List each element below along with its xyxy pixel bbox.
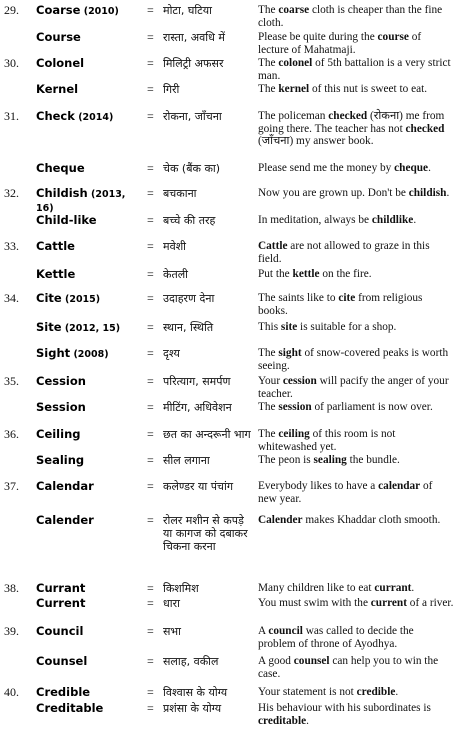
- example-sentence: The session of parliament is now over.: [258, 401, 433, 413]
- equals-sign: =: [147, 654, 154, 668]
- hindi-meaning: रास्ता, अवधि में: [163, 31, 225, 44]
- entry-word: Check (2014): [36, 109, 114, 123]
- entry-year: (2014): [74, 112, 114, 123]
- hindi-meaning: छत का अन्दरूनी भाग: [163, 428, 251, 441]
- equals-sign: =: [147, 624, 154, 638]
- hindi-meaning: रोकना, जाँचना: [163, 110, 222, 123]
- entry-word: Course: [36, 30, 81, 44]
- highlighted-word: cession: [282, 375, 317, 387]
- entry-word: Council: [36, 624, 84, 638]
- example-sentence: Many children like to eat currant.: [258, 582, 415, 594]
- example-sentence: Your statement is not credible.: [258, 686, 399, 698]
- entry-word: Child-like: [36, 213, 97, 227]
- entry-number: 34.: [4, 291, 19, 305]
- entry-word: Session: [36, 400, 86, 414]
- hindi-meaning: प्रशंसा के योग्य: [163, 702, 222, 715]
- equals-sign: =: [147, 400, 154, 414]
- example-sentence: Please send me the money by cheque.: [258, 162, 431, 174]
- equals-sign: =: [147, 581, 154, 595]
- equals-sign: =: [147, 161, 154, 175]
- highlighted-word: cite: [338, 292, 356, 304]
- example-sentence: The saints like to cite from religious books.: [258, 292, 423, 317]
- hindi-meaning: उदाहरण देना: [163, 292, 215, 305]
- example-sentence: Please be quite during the course of lecture of Mahatmaji.: [258, 31, 422, 56]
- example-sentence: Your cession will pacify the anger of your teacher.: [258, 375, 449, 400]
- entry-word: Calender: [36, 513, 94, 527]
- hindi-meaning: बचकाना: [163, 187, 197, 200]
- entry-number: 31.: [4, 109, 19, 123]
- highlighted-word: current: [370, 597, 407, 609]
- hindi-meaning: मीटिंग, अधिवेशन: [163, 401, 232, 414]
- hindi-meaning: मवेशी: [163, 240, 187, 253]
- highlighted-word: course: [377, 31, 409, 43]
- equals-sign: =: [147, 427, 154, 441]
- hindi-meaning: मिलिट्री अफसर: [163, 57, 224, 70]
- entry-word: Ceiling: [36, 427, 81, 441]
- entry-number: 32.: [4, 186, 19, 200]
- entry-word: Currant: [36, 581, 86, 595]
- highlighted-word: sight: [278, 347, 302, 359]
- example-sentence: A good counsel can help you to win the case.: [258, 655, 439, 680]
- hindi-meaning: सभा: [163, 625, 182, 638]
- entry-word: Sealing: [36, 453, 85, 467]
- example-sentence: The policeman checked (रोकना) me from going there. The teacher has not checked (जाँचना) my answer book.: [258, 110, 445, 147]
- highlighted-word: counsel: [293, 655, 330, 667]
- example-sentence: Put the kettle on the fire.: [258, 268, 372, 280]
- example-sentence: Calender makes Khaddar cloth smooth.: [258, 514, 441, 526]
- equals-sign: =: [147, 56, 154, 70]
- hindi-meaning: गिरी: [163, 83, 180, 96]
- entry-word: Current: [36, 596, 86, 610]
- highlighted-word: colonel: [278, 57, 313, 69]
- entry-year: (2008): [70, 349, 109, 360]
- example-sentence: Cattle are not allowed to graze in this field.: [258, 240, 430, 265]
- example-sentence: The colonel of 5th battalion is a very strict man.: [258, 57, 451, 82]
- hindi-meaning: रोलर मशीन से कपड़े या कागज को दबाकर चिकना करना: [163, 514, 248, 553]
- example-sentence: The ceiling of this room is not whitewashed yet.: [258, 428, 396, 453]
- example-sentence: You must swim with the current of a river.: [258, 597, 454, 609]
- entry-word: Coarse (2010): [36, 3, 119, 17]
- entry-number: 35.: [4, 374, 19, 388]
- example-sentence: The peon is sealing the bundle.: [258, 454, 400, 466]
- entry-word: Cession: [36, 374, 86, 388]
- hindi-meaning: कलेण्डर या पंचांग: [163, 480, 234, 493]
- hindi-meaning: परित्याग, समर्पण: [163, 375, 231, 388]
- hindi-meaning: विश्वास के योग्य: [163, 686, 228, 699]
- entry-number: 36.: [4, 427, 19, 441]
- highlighted-word: Calender: [258, 514, 303, 526]
- hindi-meaning: स्थान, स्थिति: [163, 321, 214, 334]
- highlighted-word: site: [280, 321, 298, 333]
- entry-word: Cattle: [36, 239, 75, 253]
- equals-sign: =: [147, 513, 154, 527]
- equals-sign: =: [147, 291, 154, 305]
- example-sentence: The kernel of this nut is sweet to eat.: [258, 83, 428, 95]
- highlighted-word: cheque: [394, 162, 429, 174]
- entry-year: (2012, 15): [61, 323, 121, 334]
- highlighted-word: session: [278, 401, 312, 413]
- example-sentence: Now you are grown up. Don't be childish.: [258, 187, 450, 199]
- entry-year: (2013, 16): [36, 189, 126, 214]
- hindi-meaning: केतली: [163, 268, 189, 281]
- example-sentence: In meditation, always be childlike.: [258, 214, 417, 226]
- entry-word: Creditable: [36, 701, 104, 715]
- entry-word: Calendar: [36, 479, 94, 493]
- example-sentence: The sight of snow-covered peaks is worth seeing.: [258, 347, 449, 372]
- entry-word: Sight (2008): [36, 346, 109, 360]
- entry-number: 37.: [4, 479, 19, 493]
- example-sentence: Everybody likes to have a calendar of new year.: [258, 480, 433, 505]
- equals-sign: =: [147, 596, 154, 610]
- highlighted-word: kernel: [278, 83, 310, 95]
- equals-sign: =: [147, 346, 154, 360]
- entry-word: Site (2012, 15): [36, 320, 121, 334]
- highlighted-word: calendar: [378, 480, 421, 492]
- entry-word: Kernel: [36, 82, 79, 96]
- equals-sign: =: [147, 685, 154, 699]
- highlighted-word: childish: [408, 187, 447, 199]
- highlighted-word: credible: [356, 686, 396, 698]
- example-sentence: A council was called to decide the problem of throne of Ayodhya.: [258, 625, 414, 650]
- highlighted-word: council: [268, 625, 303, 637]
- hindi-meaning: सलाह, वकील: [163, 655, 219, 668]
- hindi-meaning: बच्चे की तरह: [163, 214, 216, 227]
- equals-sign: =: [147, 3, 154, 17]
- equals-sign: =: [147, 109, 154, 123]
- highlighted-word: ceiling: [278, 428, 310, 440]
- hindi-meaning: सील लगाना: [163, 454, 210, 467]
- hindi-meaning: दृश्य: [163, 347, 180, 360]
- highlighted-word: Cattle: [258, 240, 288, 252]
- highlighted-word: checked: [328, 110, 368, 122]
- entry-number: 39.: [4, 624, 19, 638]
- entry-word: Colonel: [36, 56, 85, 70]
- hindi-meaning: किशमिश: [163, 582, 199, 595]
- example-sentence: This site is suitable for a shop.: [258, 321, 397, 333]
- entry-word: Kettle: [36, 267, 76, 281]
- entry-year: (2010): [80, 6, 119, 17]
- entry-number: 38.: [4, 581, 19, 595]
- entry-word: Cheque: [36, 161, 85, 175]
- entry-word: Childish (2013, 16): [36, 186, 126, 214]
- example-sentence: His behaviour with his subordinates is creditable.: [258, 702, 431, 727]
- highlighted-word: currant: [374, 582, 412, 594]
- example-sentence: The coarse cloth is cheaper than the fine cloth.: [258, 4, 443, 29]
- entry-word: Counsel: [36, 654, 88, 668]
- equals-sign: =: [147, 30, 154, 44]
- highlighted-word: creditable: [258, 714, 307, 727]
- hindi-meaning: चेक (बैंक का): [163, 162, 221, 175]
- entry-number: 30.: [4, 56, 19, 70]
- equals-sign: =: [147, 82, 154, 96]
- entry-number: 40.: [4, 685, 19, 699]
- highlighted-word: sealing: [313, 454, 347, 466]
- highlighted-word: coarse: [278, 4, 310, 16]
- hindi-meaning: मोटा, घटिया: [163, 4, 212, 17]
- equals-sign: =: [147, 479, 154, 493]
- equals-sign: =: [147, 239, 154, 253]
- highlighted-word: checked: [405, 122, 445, 135]
- entry-word: Cite (2015): [36, 291, 101, 305]
- equals-sign: =: [147, 267, 154, 281]
- hindi-meaning: धारा: [163, 597, 180, 610]
- highlighted-word: kettle: [292, 268, 320, 280]
- equals-sign: =: [147, 453, 154, 467]
- highlighted-word: childlike: [371, 214, 414, 226]
- equals-sign: =: [147, 213, 154, 227]
- equals-sign: =: [147, 701, 154, 715]
- entry-number: 33.: [4, 239, 19, 253]
- equals-sign: =: [147, 320, 154, 334]
- entry-word: Credible: [36, 685, 91, 699]
- equals-sign: =: [147, 374, 154, 388]
- equals-sign: =: [147, 186, 154, 200]
- entry-number: 29.: [4, 3, 19, 17]
- entry-year: (2015): [61, 294, 101, 305]
